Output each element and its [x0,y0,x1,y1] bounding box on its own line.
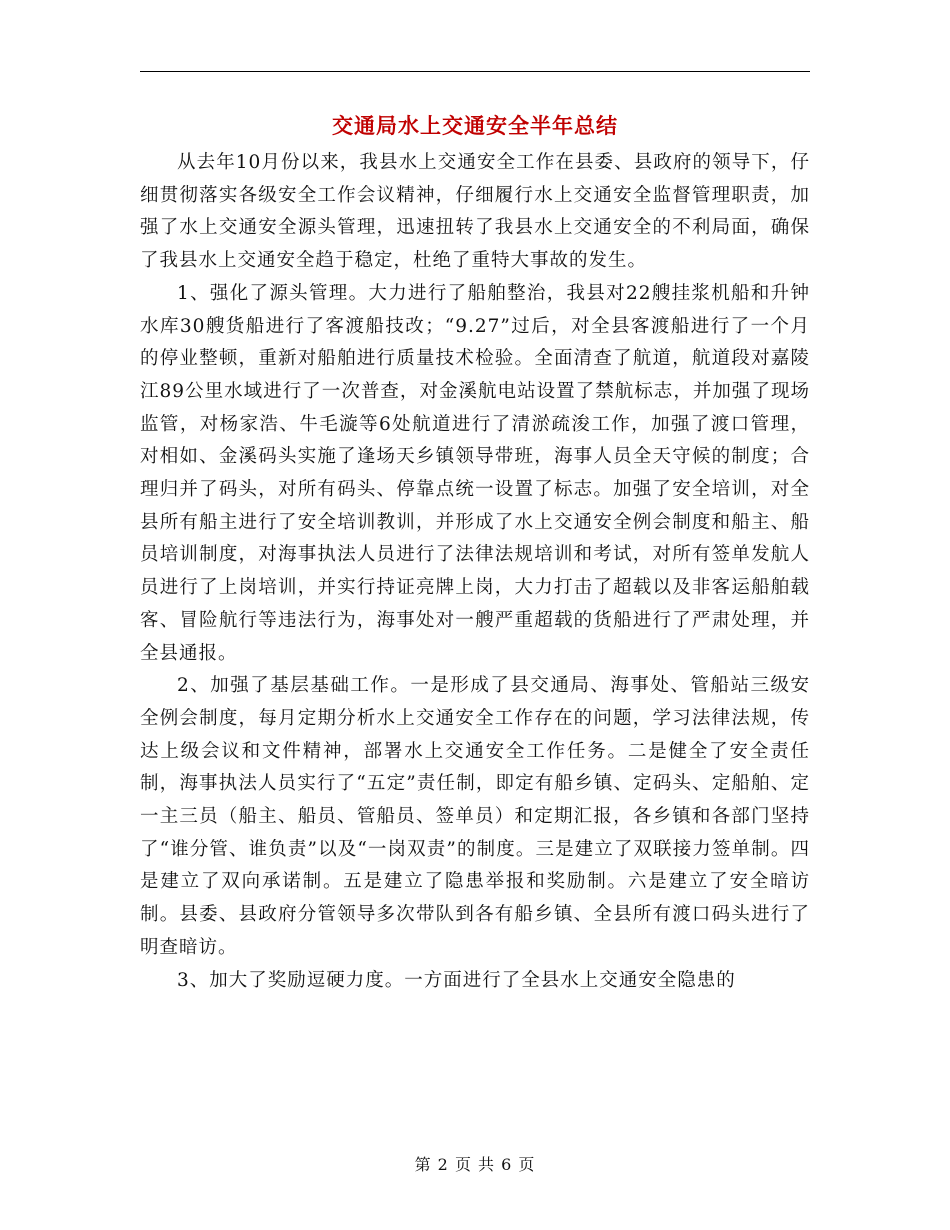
paragraph-rewards: 3、加大了奖励逗硬力度。一方面进行了全县水上交通安全隐患的 [177,969,736,991]
paragraph-grassroots-work: 2、加强了基层基础工作。一是形成了县交通局、海事处、管船站三级安全例会制度，每月定期分析水上交通安全工作存在的问题，学习法律法规，传达上级会议和文件精神，部署水上交通安全工作任务。二是健全了安全责任制，海事执法人员实行了“五定”责任制，即定有船乡镇、定码头、定船舶、定一主三员（船主、船员、管船员、签单员）和定期汇报，各乡镇和各部门坚持了“谁分管、谁负责”以及“一岗双责”的制度。三是建立了双联接力签单制。四是建立了双向承诺制。五是建立了隐患举报和奖励制。六是建立了安全暗访制。县委、县政府分管领导多次带队到各有船乡镇、全县所有渡口码头进行了明查暗访。 [140,675,810,958]
document-body [140,147,810,997]
page-number: 第 2 页 共 6 页 [414,1155,536,1174]
document-title: 交通局水上交通安全半年总结 [332,113,618,138]
paragraph-intro: 从去年10月份以来，我县水上交通安全工作在县委、县政府的领导下，仔细贯彻落实各级安全工作会议精神，仔细履行水上交通安全监督管理职责，加强了水上交通安全源头管理，迅速扭转了我县水上交通安全的不利局面，确保了我县水上交通安全趋于稳定，杜绝了重特大事故的发生。 [140,152,810,272]
header-rule [140,71,810,72]
paragraph-source-management: 1、强化了源头管理。大力进行了船舶整治，我县对22艘挂浆机船和升钟水库30艘货船进行了客渡船技改；“9.27”过后，对全县客渡船进行了一个月的停业整顿，重新对船舶进行质量技术检验。全面清查了航道，航道段对嘉陵江89公里水域进行了一次普查，对金溪航电站设置了禁航标志，并加强了现场监管，对杨家浩、牛毛漩等6处航道进行了清淤疏浚工作，加强了渡口管理，对相如、金溪码头实施了逢场天乡镇领导带班，海事人员全天守候的制度；合理归并了码头，对所有码头、停靠点统一设置了标志。加强了安全培训，对全县所有船主进行了安全培训教训，并形成了水上交通安全例会制度和船主、船员培训制度，对海事执法人员进行了法律法规培训和考试，对所有签单发航人员进行了上岗培训，并实行持证亮牌上岗，大力打击了超载以及非客运船舶载客、冒险航行等违法行为，海事处对一艘严重超载的货船进行了严肃处理，并全县通报。 [140,282,810,664]
